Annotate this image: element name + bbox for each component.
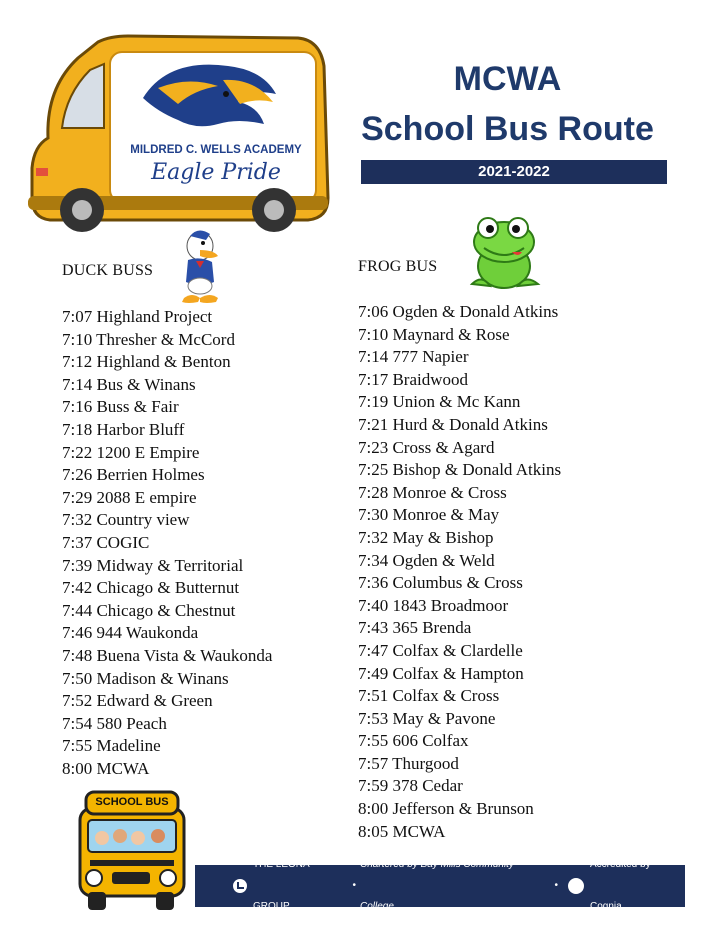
duck-icon — [170, 228, 226, 306]
route-stop: 7:14 Bus & Winans — [62, 374, 196, 394]
route-stop: 7:52 Edward & Green — [62, 691, 213, 711]
footer-org: THE LEONA GROUP — [252, 859, 310, 912]
route-stop: 7:47 Colfax & Clardelle — [358, 640, 523, 660]
frog-route-heading: FROG BUS — [358, 258, 438, 275]
route-stop: 8:00 MCWA — [62, 758, 150, 778]
route-stop: 7:21 Hurd & Donald Atkins — [358, 414, 548, 434]
duck-route-heading: DUCK BUSS — [62, 262, 154, 279]
route-stop: 7:34 Ogden & Weld — [358, 550, 495, 570]
route-stop: 7:22 1200 E Empire — [62, 442, 200, 462]
footer-separator: • — [554, 880, 559, 891]
leona-logo-icon — [233, 879, 247, 893]
frog-route-list — [358, 301, 561, 843]
route-stop: 7:43 365 Brenda — [358, 618, 472, 638]
page-subtitle: School Bus Route — [361, 110, 654, 148]
route-stop: 7:48 Buena Vista & Waukonda — [62, 645, 273, 665]
footer-separator: • — [352, 880, 357, 891]
route-stop: 7:53 May & Pavone — [358, 708, 496, 728]
route-stop: 7:57 Thurgood — [358, 753, 459, 773]
route-stop: 7:46 944 Waukonda — [62, 623, 199, 643]
route-stop: 7:42 Chicago & Butternut — [62, 578, 240, 598]
footer-accreditation: Accredited by Cognia — [590, 859, 651, 912]
page-title: MCWA — [453, 60, 562, 98]
footer-banner — [195, 859, 685, 912]
route-stop: 7:14 777 Napier — [358, 347, 469, 367]
school-tagline: Eagle Pride — [151, 160, 281, 185]
route-stop: 7:54 580 Peach — [62, 713, 167, 733]
route-stop: 7:18 Harbor Bluff — [62, 419, 185, 439]
route-stop: 7:12 Highland & Benton — [62, 352, 231, 372]
bus-icon — [18, 28, 338, 238]
school-bus-sign: SCHOOL BUS — [95, 796, 169, 808]
route-stop: 7:29 2088 E empire — [62, 487, 197, 507]
route-stop: 7:51 Colfax & Cross — [358, 686, 500, 706]
cognia-logo-icon — [568, 878, 584, 894]
route-stop: 7:19 Union & Mc Kann — [358, 392, 521, 412]
route-stop: 7:30 Monroe & May — [358, 505, 500, 525]
route-stop: 7:39 Midway & Territorial — [62, 555, 244, 575]
route-stop: 7:37 COGIC — [62, 532, 150, 552]
school-year-badge: 2021-2022 — [361, 160, 667, 184]
route-stop: 7:23 Cross & Agard — [358, 437, 495, 457]
route-stop: 7:36 Columbus & Cross — [358, 573, 523, 593]
route-stop: 7:06 Ogden & Donald Atkins — [358, 302, 559, 321]
route-stop: 7:50 Madison & Winans — [62, 668, 229, 688]
route-stop: 7:28 Monroe & Cross — [358, 482, 507, 502]
route-stop: 7:17 Braidwood — [358, 369, 469, 389]
route-stop: 7:55 Madeline — [62, 736, 161, 756]
route-stop: 7:55 606 Colfax — [358, 731, 469, 751]
route-stop: 7:44 Chicago & Chestnut — [62, 600, 236, 620]
route-stop: 8:05 MCWA — [358, 821, 446, 841]
route-stop: 7:32 May & Bishop — [358, 527, 494, 547]
duck-route-list — [62, 306, 272, 780]
route-stop: 8:00 Jefferson & Brunson — [358, 799, 534, 819]
route-stop: 7:10 Maynard & Rose — [358, 324, 510, 344]
frog-icon — [462, 212, 546, 298]
footer-charter: Chartered by Bay Mills Community College — [360, 859, 514, 912]
route-stop: 7:16 Buss & Fair — [62, 397, 179, 417]
route-stop: 7:49 Colfax & Hampton — [358, 663, 524, 683]
route-stop: 7:25 Bishop & Donald Atkins — [358, 460, 562, 480]
route-stop: 7:10 Thresher & McCord — [62, 329, 235, 349]
route-stop: 7:59 378 Cedar — [358, 776, 463, 796]
school-name: MILDRED C. WELLS ACADEMY — [130, 144, 302, 156]
route-stop: 7:32 Country view — [62, 510, 190, 530]
route-stop: 7:40 1843 Broadmoor — [358, 595, 509, 615]
route-stop: 7:26 Berrien Holmes — [62, 465, 205, 485]
route-stop: 7:07 Highland Project — [62, 307, 213, 326]
school-bus-illustration — [68, 786, 194, 914]
academy-bus-logo — [18, 28, 338, 238]
